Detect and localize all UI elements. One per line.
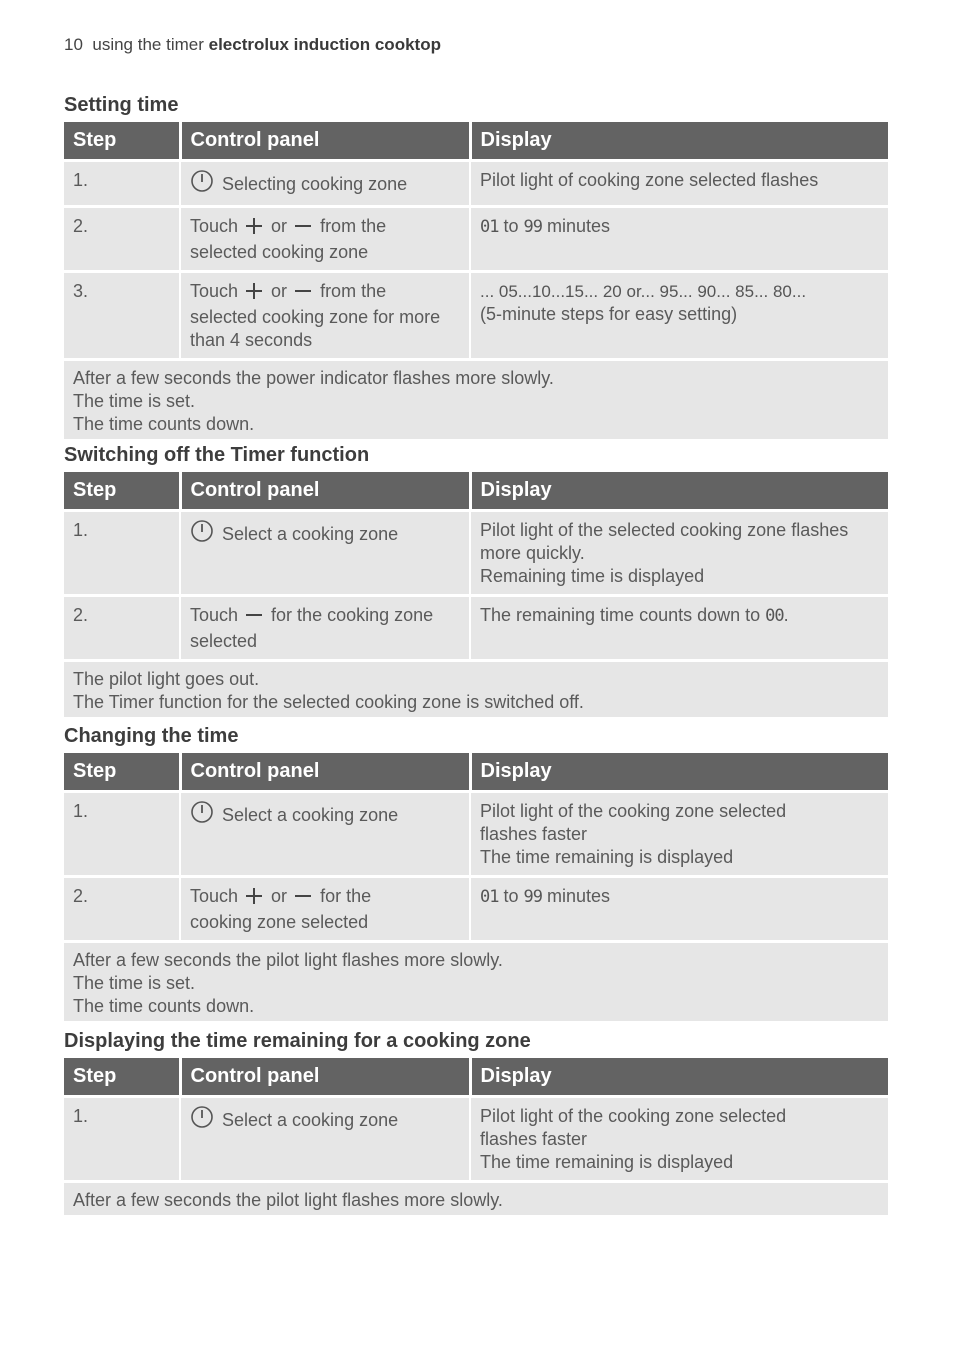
minus-icon — [294, 217, 312, 241]
table-note-row — [64, 941, 888, 1021]
table-row — [64, 510, 888, 595]
note-cell: The pilot light goes out. The Timer function for the selected cooking zone is switched off. — [64, 660, 888, 717]
touch-label: Touch — [190, 280, 239, 301]
timer-knob-icon — [190, 1105, 214, 1135]
touch-label: Touch — [190, 215, 239, 236]
display-cell — [470, 271, 888, 359]
column-header-display: Display — [470, 753, 888, 791]
step-cell: 1. — [64, 160, 180, 206]
table-header-row — [64, 1058, 888, 1096]
display-cell — [470, 876, 888, 941]
control-rest: for the cooking zone — [271, 604, 434, 625]
table-note-row — [64, 1181, 888, 1215]
column-header-display: Display — [470, 122, 888, 160]
plus-icon — [245, 282, 263, 306]
column-header-control: Control panel — [180, 1058, 470, 1096]
column-header-control: Control panel — [180, 472, 470, 510]
control-cell — [180, 271, 470, 359]
or-label: or — [271, 280, 288, 301]
table-row — [64, 160, 888, 206]
header-section: using the timer — [92, 35, 204, 54]
display-cell: Pilot light of the cooking zone selected flashes faster The time remaining is displayed — [470, 791, 888, 876]
step-cell: 2. — [64, 206, 180, 271]
display-from: 01 — [480, 216, 499, 237]
column-header-step: Step — [64, 472, 180, 510]
control-rest: for the — [320, 885, 372, 906]
timer-knob-icon — [190, 169, 214, 199]
column-header-control: Control panel — [180, 753, 470, 791]
control-cell — [180, 595, 470, 660]
display-cell — [470, 206, 888, 271]
control-line-2: cooking zone selected — [190, 911, 369, 932]
display-cell: The remaining time counts down to 00. — [470, 595, 888, 660]
table-row — [64, 595, 888, 660]
control-line-2: selected cooking zone for more — [190, 306, 441, 327]
time-remaining-table — [64, 1058, 888, 1215]
or-label: or — [271, 215, 288, 236]
display-cell: Pilot light of the cooking zone selected flashes faster The time remaining is displayed — [470, 1096, 888, 1181]
timer-knob-icon — [190, 800, 214, 830]
table-header-row — [64, 472, 888, 510]
display-to: to — [503, 885, 519, 906]
display-cell: Pilot light of the selected cooking zone flashes more quickly. Remaining time is displayed — [470, 510, 888, 595]
control-label: Select a cooking zone — [222, 1109, 399, 1130]
minus-icon — [245, 606, 263, 630]
display-from: 01 — [480, 886, 499, 907]
display-unit: minutes — [547, 885, 611, 906]
column-header-display: Display — [470, 472, 888, 510]
display-unit: minutes — [547, 215, 611, 236]
control-line-2: selected — [190, 630, 258, 651]
page-header — [64, 35, 441, 55]
display-end: 99 — [523, 216, 543, 237]
table-header-row — [64, 753, 888, 791]
control-rest: from the — [320, 280, 387, 301]
control-line-2: selected cooking zone — [190, 241, 369, 262]
minus-icon — [294, 887, 312, 911]
display-zero: 00 — [765, 605, 784, 626]
display-cell: Pilot light of cooking zone selected flashes — [470, 160, 888, 206]
control-cell — [180, 160, 470, 206]
display-to: to — [503, 215, 519, 236]
switching-off-table — [64, 472, 888, 717]
section-title-setting-time: Setting time — [64, 94, 179, 116]
step-cell: 1. — [64, 1096, 180, 1181]
note-cell: After a few seconds the power indicator flashes more slowly. The time is set. The time counts down. — [64, 359, 888, 439]
control-label: Select a cooking zone — [222, 804, 399, 825]
or-label: or — [271, 885, 288, 906]
control-label: Select a cooking zone — [222, 523, 399, 544]
step-cell: 1. — [64, 791, 180, 876]
step-cell: 2. — [64, 595, 180, 660]
plus-icon — [245, 217, 263, 241]
column-header-step: Step — [64, 122, 180, 160]
step-cell: 1. — [64, 510, 180, 595]
plus-icon — [245, 887, 263, 911]
control-cell — [180, 206, 470, 271]
touch-label: Touch — [190, 885, 239, 906]
step-cell: 3. — [64, 271, 180, 359]
table-note-row — [64, 359, 888, 439]
timer-knob-icon — [190, 519, 214, 549]
control-label: Selecting cooking zone — [222, 173, 408, 194]
control-cell — [180, 876, 470, 941]
note-cell: After a few seconds the pilot light flashes more slowly. — [64, 1181, 888, 1215]
table-row — [64, 1096, 888, 1181]
column-header-step: Step — [64, 753, 180, 791]
step-cell: 2. — [64, 876, 180, 941]
display-end: 99 — [523, 886, 543, 907]
table-row — [64, 791, 888, 876]
column-header-step: Step — [64, 1058, 180, 1096]
minus-icon — [294, 282, 312, 306]
display-note: (5-minute steps for easy setting) — [480, 303, 738, 324]
table-note-row — [64, 660, 888, 717]
control-cell — [180, 1096, 470, 1181]
header-product: electrolux induction cooktop — [208, 35, 441, 54]
changing-time-table — [64, 753, 888, 1021]
control-rest: from the — [320, 215, 387, 236]
display-sequence: ... 05...10...15... 20 or... 95... 90... 85... 80... — [480, 281, 807, 301]
section-title-time-remaining: Displaying the time remaining for a cooking zone — [64, 1030, 531, 1052]
table-row — [64, 876, 888, 941]
control-cell — [180, 510, 470, 595]
column-header-control: Control panel — [180, 122, 470, 160]
touch-label: Touch — [190, 604, 239, 625]
table-row — [64, 271, 888, 359]
page-number: 10 — [64, 35, 83, 54]
table-row — [64, 206, 888, 271]
note-cell: After a few seconds the pilot light flashes more slowly. The time is set. The time counts down. — [64, 941, 888, 1021]
section-title-changing-time: Changing the time — [64, 725, 239, 747]
column-header-display: Display — [470, 1058, 888, 1096]
control-cell — [180, 791, 470, 876]
section-title-switching-off: Switching off the Timer function — [64, 444, 370, 466]
table-header-row — [64, 122, 888, 160]
setting-time-table — [64, 122, 888, 439]
control-line-3: than 4 seconds — [190, 329, 313, 350]
